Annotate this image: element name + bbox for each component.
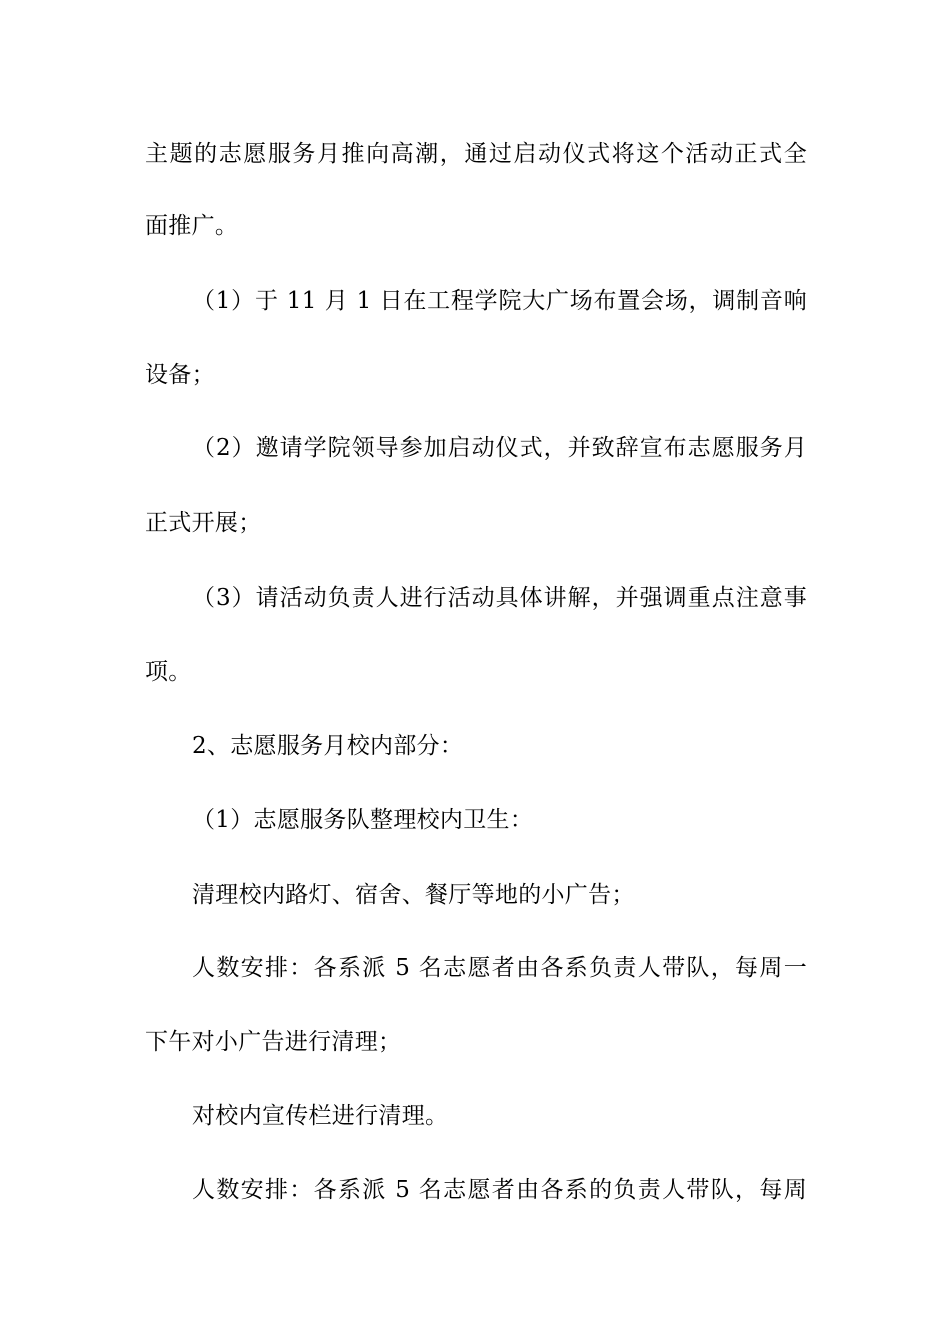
paragraph-line: 项。 [145,659,192,685]
paragraph-line: 清理校内路灯、宿舍、餐厅等地的小广告； [192,882,635,908]
subsection-heading: （1）志愿服务队整理校内卫生： [192,807,534,833]
paragraph-line: 主题的志愿服务月推向高潮，通过启动仪式将这个活动正式全 [145,141,807,167]
paragraph-line: 设备； [145,362,215,388]
paragraph-line: 面推广。 [145,213,239,239]
paragraph-line: 人数安排：各系派 5 名志愿者由各系的负责人带队，每周 [192,1177,807,1203]
paragraph-line: 对校内宣传栏进行清理。 [192,1103,449,1129]
paragraph-line: （3）请活动负责人进行活动具体讲解，并强调重点注意事 [192,585,807,611]
paragraph-line: 下午对小广告进行清理； [145,1029,402,1055]
section-heading: 2、志愿服务月校内部分： [192,733,464,759]
paragraph-line: 人数安排：各系派 5 名志愿者由各系负责人带队，每周一 [192,955,807,981]
paragraph-line: 正式开展； [145,510,262,536]
paragraph-line: （2）邀请学院领导参加启动仪式，并致辞宣布志愿服务月 [192,435,807,461]
paragraph-line: （1）于 11 月 1 日在工程学院大广场布置会场，调制音响 [192,288,807,314]
